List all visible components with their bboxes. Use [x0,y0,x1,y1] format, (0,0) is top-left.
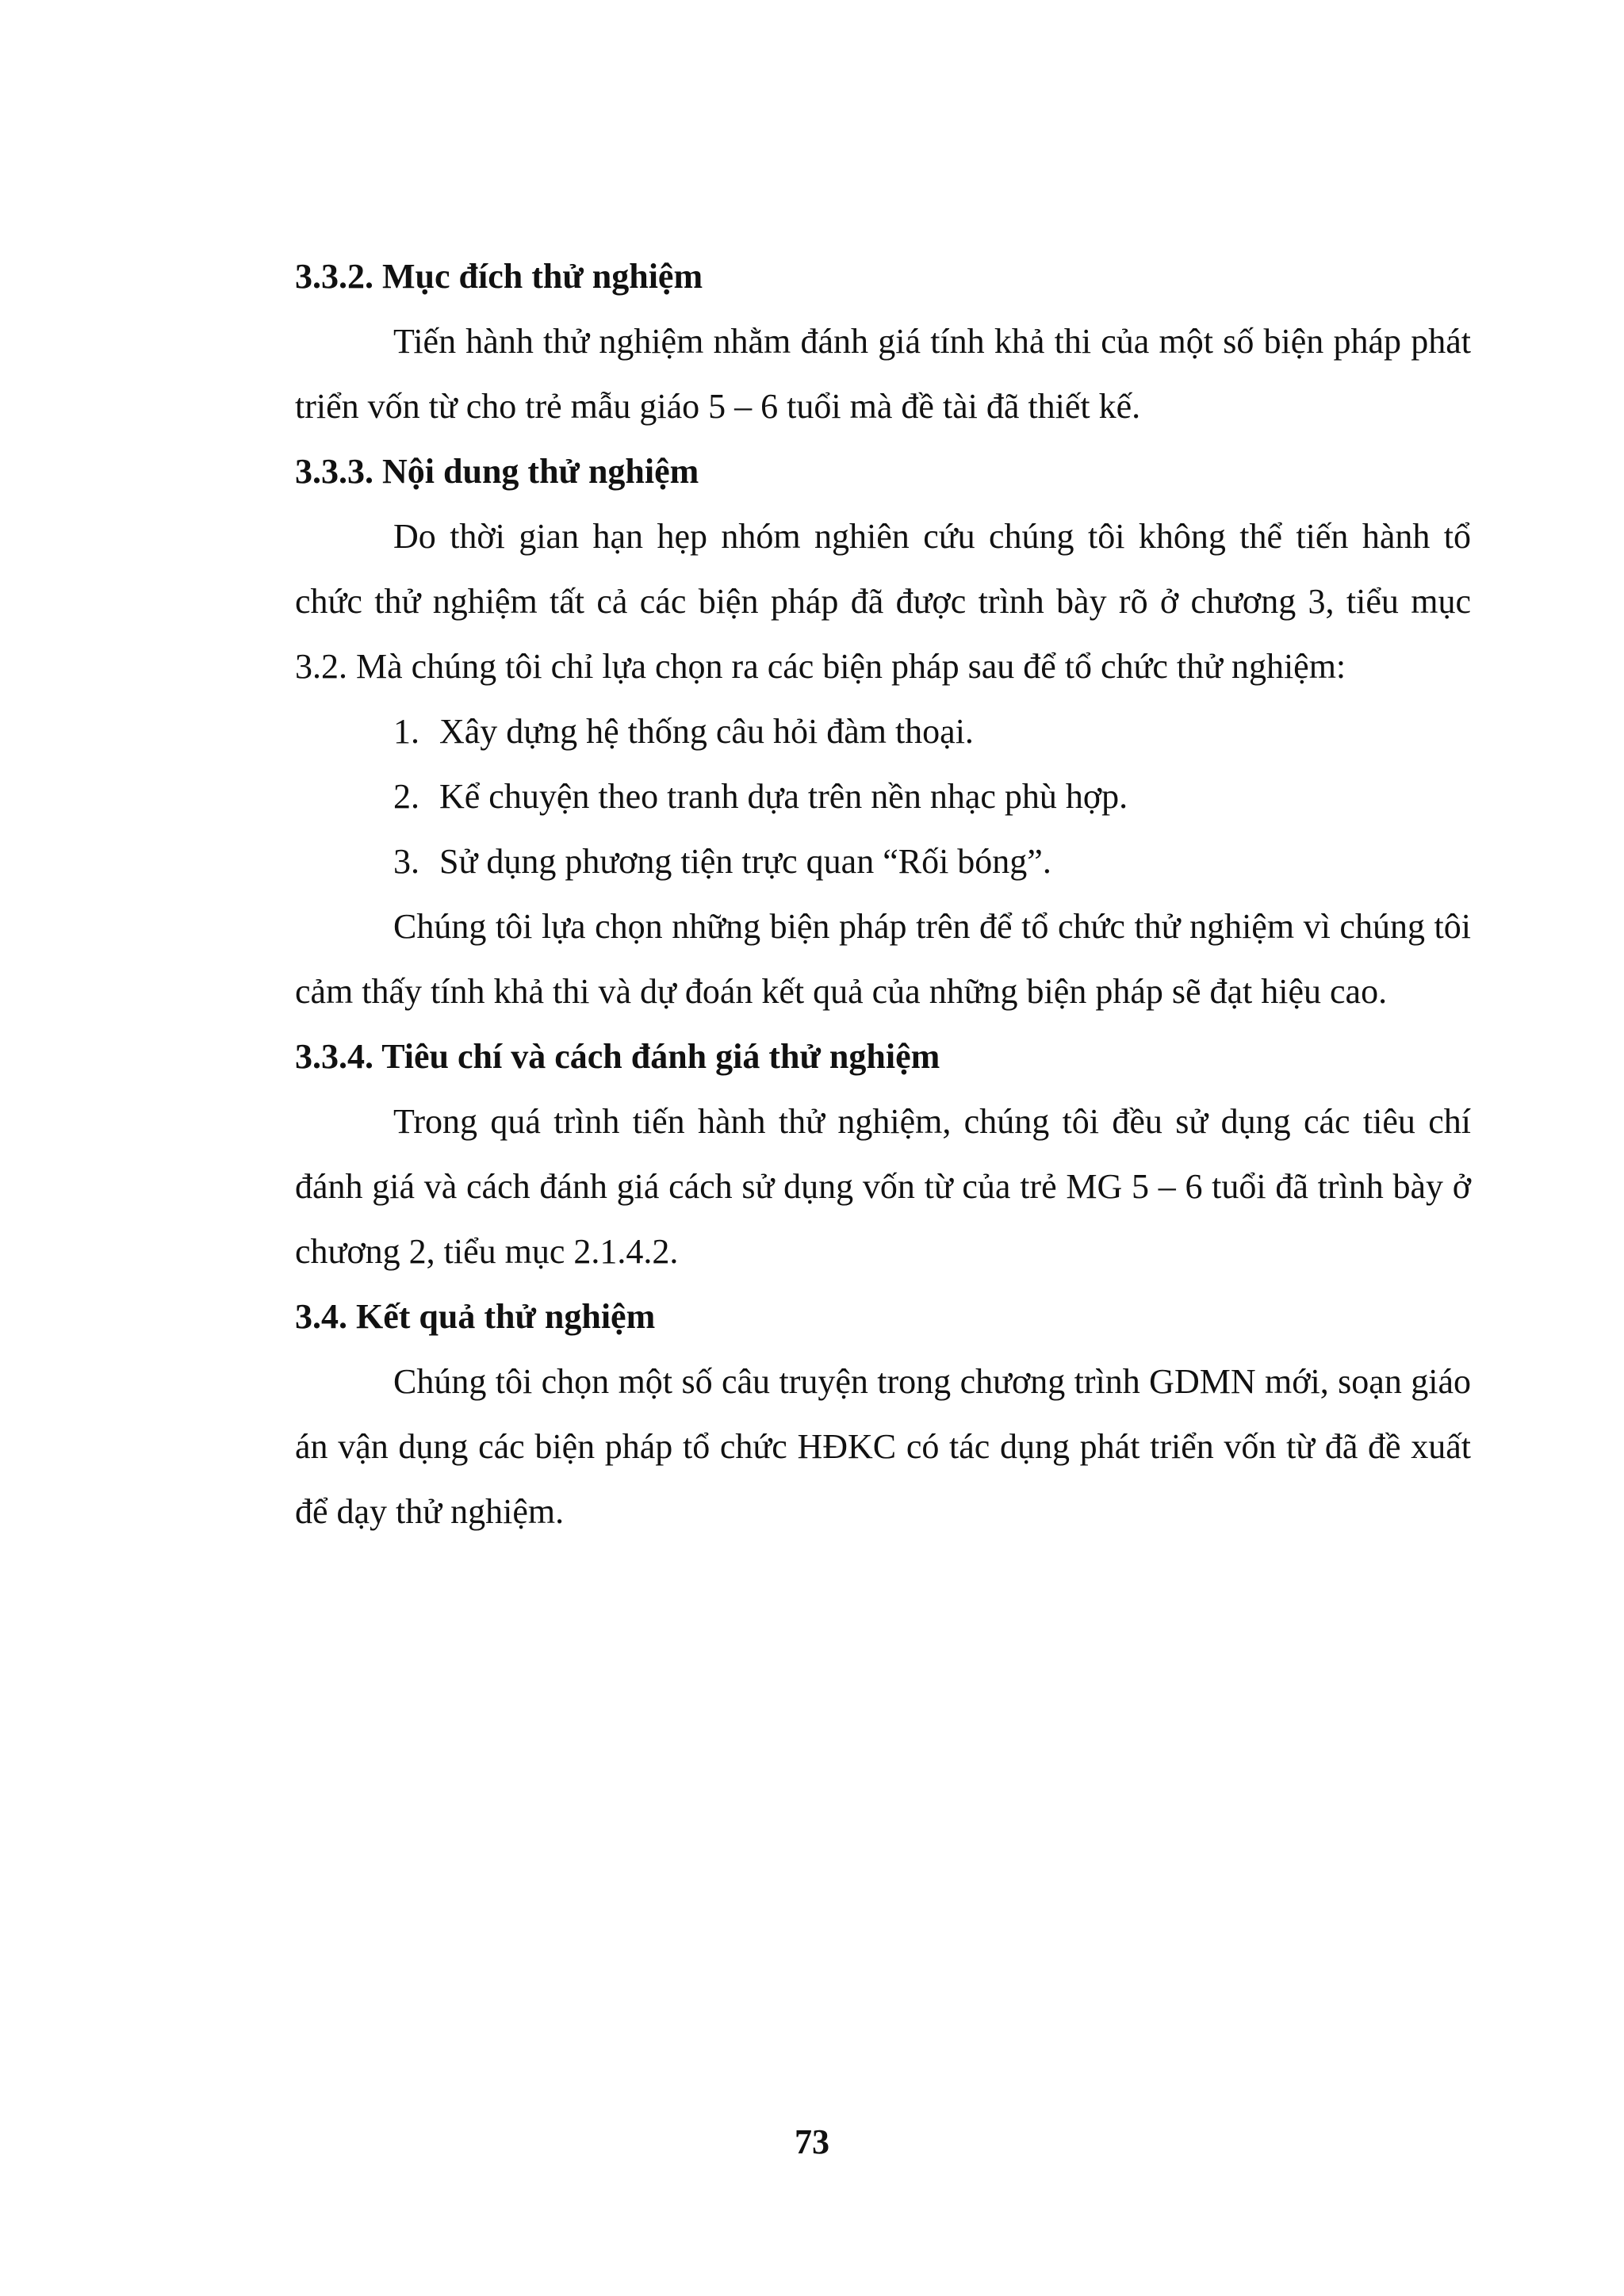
page-number: 73 [795,2122,829,2161]
list-item [295,699,1471,764]
paragraph-criteria: Trong quá trình tiến hành thử nghiệm, chúng tôi đều sử dụng các tiêu chí đánh giá và cách đánh giá cách sử dụng vốn từ của trẻ MG 5 – 6 tuổi đã trình bày ở chương 2, tiểu mục 2.1.4.2. [295,1102,1471,1271]
page-body [295,244,1471,1544]
list-item-number: 2. [393,777,419,816]
paragraph-purpose: Tiến hành thử nghiệm nhằm đánh giá tính khả thi của một số biện pháp phát triển vốn từ cho trẻ mẫu giáo 5 – 6 tuổi mà đề tài đã thiết kế. [295,322,1471,426]
list-item-text: Sử dụng phương tiện trực quan “Rối bóng”. [439,842,1051,881]
list-item-number: 1. [393,712,419,751]
list-item-text: Xây dựng hệ thống câu hỏi đàm thoại. [439,712,974,751]
list-item [295,764,1471,829]
section-heading-3-3-3: 3.3.3. Nội dung thử nghiệm [295,452,699,491]
list-item-number: 3. [393,842,419,881]
list-item [295,829,1471,894]
paragraph-results: Chúng tôi chọn một số câu truyện trong chương trình GDMN mới, soạn giáo án vận dụng các biện pháp tổ chức HĐKC có tác dụng phát triển vốn từ đã đề xuất để dạy thử nghiệm. [295,1362,1471,1531]
paragraph-selection-reason: Chúng tôi lựa chọn những biện pháp trên để tổ chức thử nghiệm vì chúng tôi cảm thấy tính khả thi và dự đoán kết quả của những biện pháp sẽ đạt hiệu cao. [295,907,1471,1011]
section-heading-3-3-4: 3.3.4. Tiêu chí và cách đánh giá thử nghiệm [295,1037,940,1076]
paragraph-content: Do thời gian hạn hẹp nhóm nghiên cứu chúng tôi không thể tiến hành tổ chức thử nghiệm tất cả các biện pháp đã được trình bày rõ ở chương 3, tiểu mục 3.2. Mà chúng tôi chỉ lựa chọn ra các biện pháp sau để tổ chức thử nghiệm: [295,517,1471,686]
list-item-text: Kể chuyện theo tranh dựa trên nền nhạc phù hợp. [439,777,1128,816]
section-heading-3-3-2: 3.3.2. Mục đích thử nghiệm [295,257,703,296]
section-heading-3-4: 3.4. Kết quả thử nghiệm [295,1297,656,1336]
